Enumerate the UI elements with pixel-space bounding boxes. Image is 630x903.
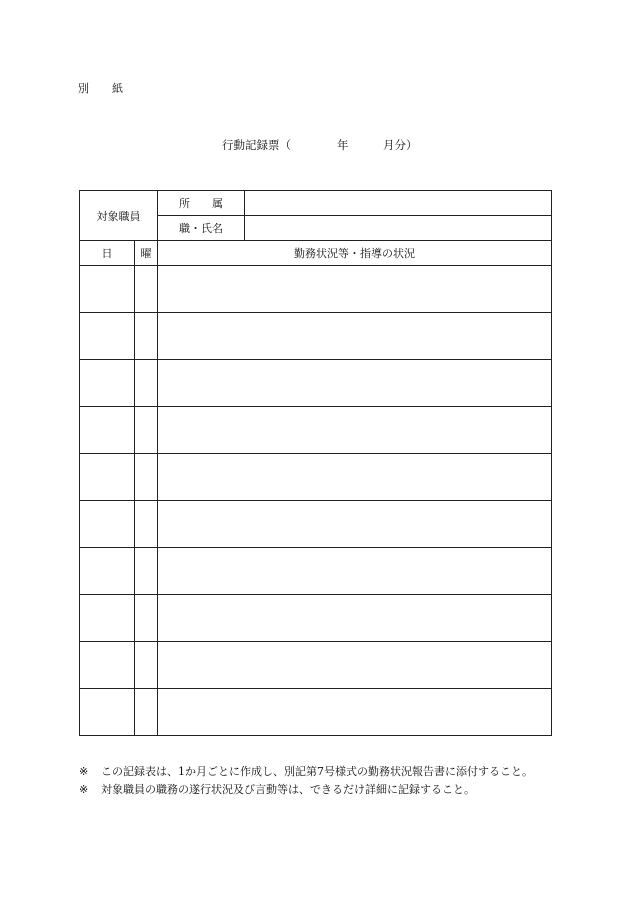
affiliation-label: 所 属 [158,191,245,216]
record-row [80,313,552,360]
behavior-record-table [79,190,552,736]
notes [79,763,533,799]
status-cell[interactable] [158,501,552,548]
col-weekday-header: 曜 [135,241,158,266]
target-staff-label: 対象職員 [80,191,158,241]
position-name-label: 職・氏名 [158,216,245,241]
col-status-header: 勤務状況等・指導の状況 [158,241,552,266]
position-name-field[interactable] [245,216,552,241]
note-mark-2: ※ [79,783,89,796]
status-cell[interactable] [158,595,552,642]
record-row [80,642,552,689]
record-row [80,266,552,313]
status-cell[interactable] [158,642,552,689]
attachment-label: 別 紙 [78,82,129,95]
column-header-row [80,241,552,266]
record-rows [80,266,552,736]
status-cell[interactable] [158,548,552,595]
day-cell[interactable] [80,642,135,689]
col-day-header: 日 [80,241,135,266]
day-cell[interactable] [80,548,135,595]
day-cell[interactable] [80,313,135,360]
weekday-cell[interactable] [135,360,158,407]
affiliation-row [80,191,552,216]
day-cell[interactable] [80,501,135,548]
day-cell[interactable] [80,595,135,642]
day-cell[interactable] [80,407,135,454]
status-cell[interactable] [158,454,552,501]
weekday-cell[interactable] [135,595,158,642]
weekday-cell[interactable] [135,689,158,736]
weekday-cell[interactable] [135,313,158,360]
note-1 [79,763,533,781]
record-row [80,548,552,595]
record-row [80,689,552,736]
day-cell[interactable] [80,360,135,407]
weekday-cell[interactable] [135,642,158,689]
note-mark-1: ※ [79,765,89,778]
record-row [80,360,552,407]
weekday-cell[interactable] [135,501,158,548]
weekday-cell[interactable] [135,407,158,454]
status-cell[interactable] [158,407,552,454]
status-cell[interactable] [158,360,552,407]
weekday-cell[interactable] [135,548,158,595]
record-row [80,407,552,454]
status-cell[interactable] [158,266,552,313]
day-cell[interactable] [80,689,135,736]
note-text-1: この記録表は、1か月ごとに作成し、別記第7号様式の勤務状況報告書に添付すること。 [101,765,533,778]
day-cell[interactable] [80,454,135,501]
day-cell[interactable] [80,266,135,313]
record-row [80,595,552,642]
status-cell[interactable] [158,313,552,360]
status-cell[interactable] [158,689,552,736]
record-row [80,454,552,501]
note-2 [79,781,533,799]
record-row [80,501,552,548]
page-title: 行動記録票（ 年 月分） [222,138,418,152]
affiliation-field[interactable] [245,191,552,216]
weekday-cell[interactable] [135,266,158,313]
weekday-cell[interactable] [135,454,158,501]
note-text-2: 対象職員の職務の遂行状況及び言動等は、できるだけ詳細に記録すること。 [101,783,475,796]
